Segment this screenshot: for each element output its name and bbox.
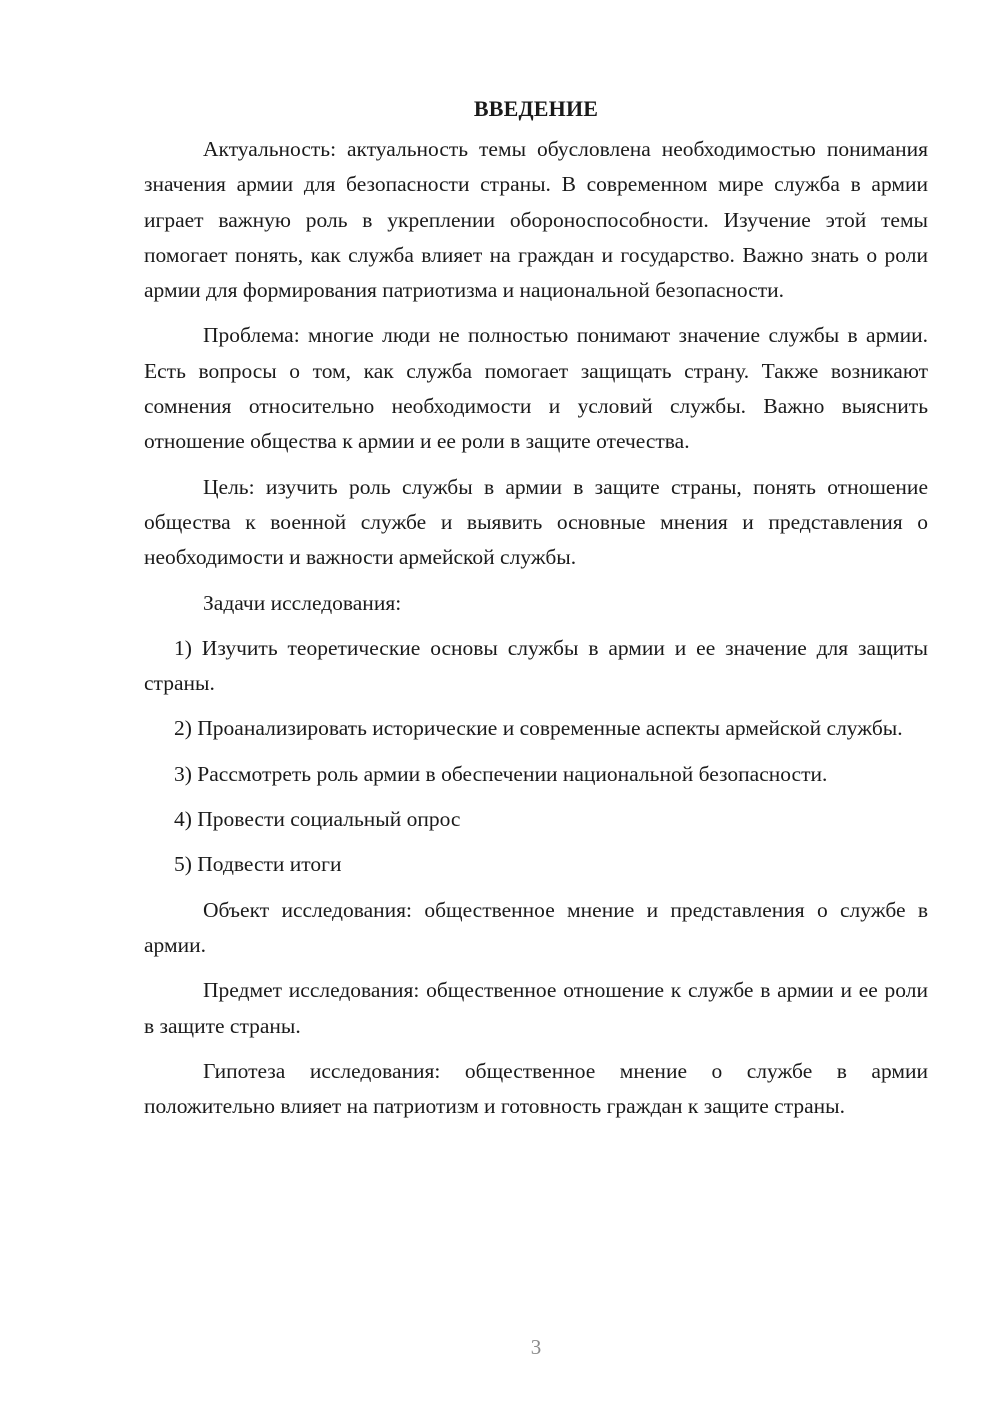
task-item-5: 5) Подвести итоги: [174, 852, 342, 877]
paragraph-goal: Цель: изучить роль службы в армии в защите страны, понять отношение общества к военной службе и выявить основные мнения и представления о необходимости и важности армейской службы.: [144, 474, 928, 570]
document-page: [144, 92, 928, 1134]
tasks-heading: Задачи исследования:: [203, 590, 402, 615]
task-item-3: 3) Рассмотреть роль армии в обеспечении национальной безопасности.: [174, 761, 828, 786]
paragraph-problem: Проблема: многие люди не полностью понимают значение службы в армии. Есть вопросы о том, как служба помогает защищать страну. Также возникают сомнения относительно необходимости и условий службы. Важно выяснить отношение общества к армии и ее роли в защите отечества.: [144, 323, 928, 454]
page-number: 3: [530, 1335, 542, 1359]
section-title: ВВЕДЕНИЕ: [473, 96, 599, 121]
task-item-1: 1) Изучить теоретические основы службы в армии и ее значение для защиты страны.: [144, 635, 928, 696]
paragraph-relevance: Актуальность: актуальность темы обусловлена необходимостью понимания значения армии для безопасности страны. В современном мире служба в армии играет важную роль в укреплении обороноспособности. Изучение этой темы помогает понять, как служба влияет на граждан и государство. Важно знать о роли армии для формирования патриотизма и национальной безопасности.: [144, 137, 928, 303]
paragraph-subject: Предмет исследования: общественное отношение к службе в армии и ее роли в защите страны.: [144, 978, 928, 1038]
paragraph-hypothesis: Гипотеза исследования: общественное мнение о службе в армии положительно влияет на патриотизм и готовность граждан к защите страны.: [144, 1058, 928, 1119]
paragraph-object: Объект исследования: общественное мнение и представления о службе в армии.: [144, 897, 928, 957]
task-item-2: 2) Проанализировать исторические и современные аспекты армейской службы.: [174, 716, 903, 741]
task-item-4: 4) Провести социальный опрос: [174, 807, 461, 832]
